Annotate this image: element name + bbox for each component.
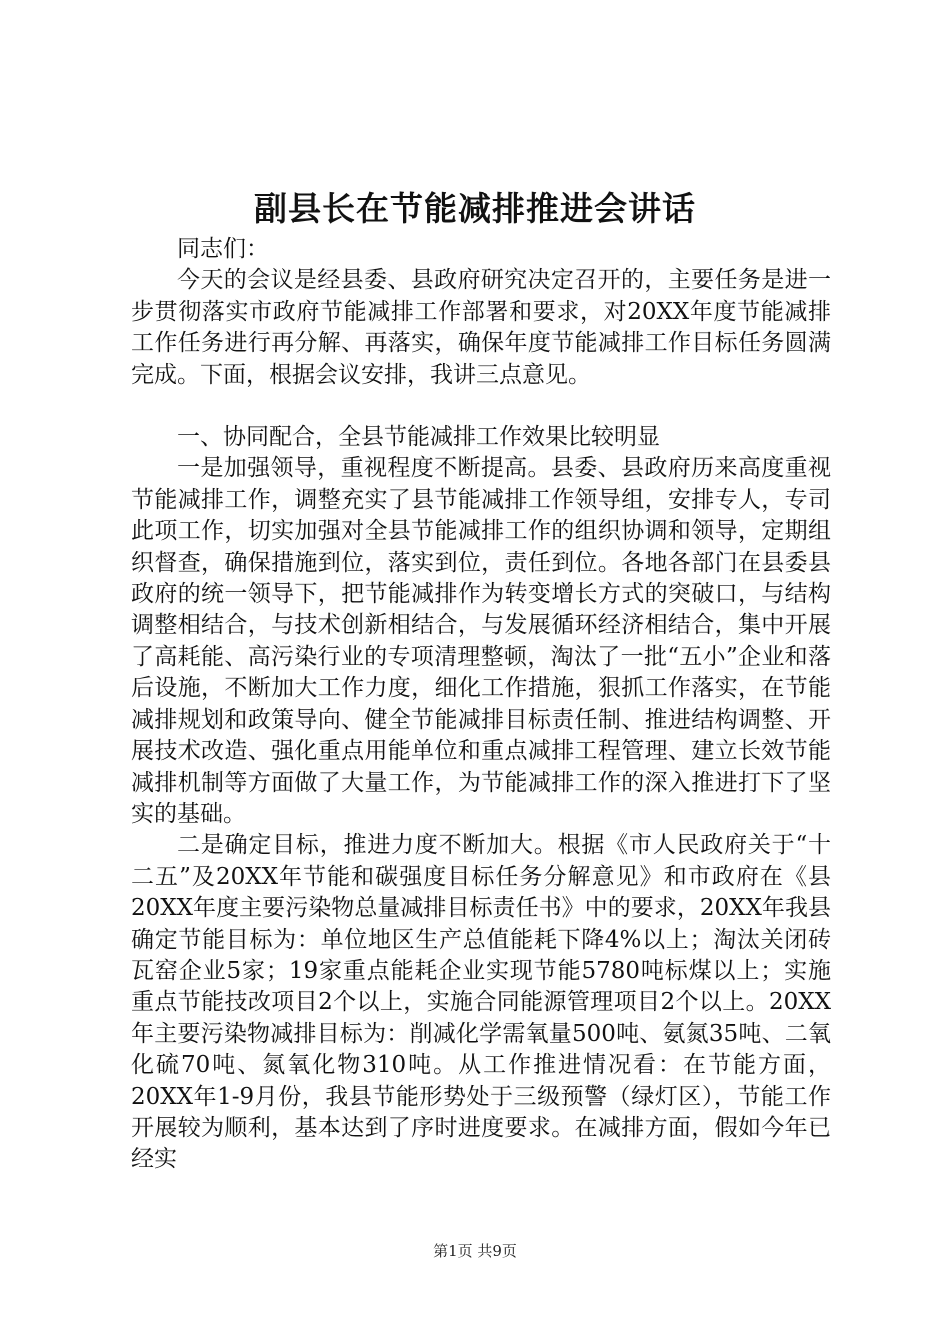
page-number-footer: 第1页 共9页	[433, 1242, 517, 1260]
document-body	[131, 234, 831, 1176]
paragraph-targets: 二是确定目标，推进力度不断加大。根据《市人民政府关于“十二五”及20XX年节能和碳强度目标任务分解意见》和市政府在《县20XX年度主要污染物总量减排目标责任书》中的要求，20XX年我县确定节能目标为：单位地区生产总值能耗下降4%以上；淘汰关闭砖瓦窑企业5家；19家重点能耗企业实现节能5780吨标煤以上；实施重点节能技改项目2个以上，实施合同能源管理项目2个以上。20XX年主要污染物减排目标为：削减化学需氧量500吨、氨氮35吨、二氧化硫70吨、氮氧化物310吨。从工作推进情况看：在节能方面，20XX年1-9月份，我县节能形势处于三级预警（绿灯区），节能工作开展较为顺利，基本达到了序时进度要求。在减排方面，假如今年已经实	[131, 832, 831, 1173]
paragraph-intro: 今天的会议是经县委、县政府研究决定召开的，主要任务是进一步贯彻落实市政府节能减排工作部署和要求，对20XX年度节能减排工作任务进行再分解、再落实，确保年度节能减排工作目标任务圆满完成。下面，根据会议安排，我讲三点意见。	[131, 267, 831, 388]
greeting: 同志们：	[177, 236, 269, 262]
document-title: 副县长在节能减排推进会讲话	[254, 189, 696, 228]
section-heading-1: 一、协同配合，全县节能减排工作效果比较明显	[177, 424, 660, 451]
paragraph-leadership: 一是加强领导，重视程度不断提高。县委、县政府历来高度重视节能减排工作，调整充实了县节能减排工作领导组，安排专人，专司此项工作，切实加强对全县节能减排工作的组织协调和领导，定期组织督查，确保措施到位，落实到位，责任到位。各地各部门在县委县政府的统一领导下，把节能减排作为转变增长方式的突破口，与结构调整相结合，与技术创新相结合，与发展循环经济相结合，集中开展了高耗能、高污染行业的专项清理整顿，淘汰了一批“五小”企业和落后设施，不断加大工作力度，细化工作措施，狠抓工作落实，在节能减排规划和政策导向、健全节能减排目标责任制、推进结构调整、开展技术改造、强化重点用能单位和重点减排工程管理、建立长效节能减排机制等方面做了大量工作，为节能减排工作的深入推进打下了坚实的基础。	[131, 455, 831, 827]
